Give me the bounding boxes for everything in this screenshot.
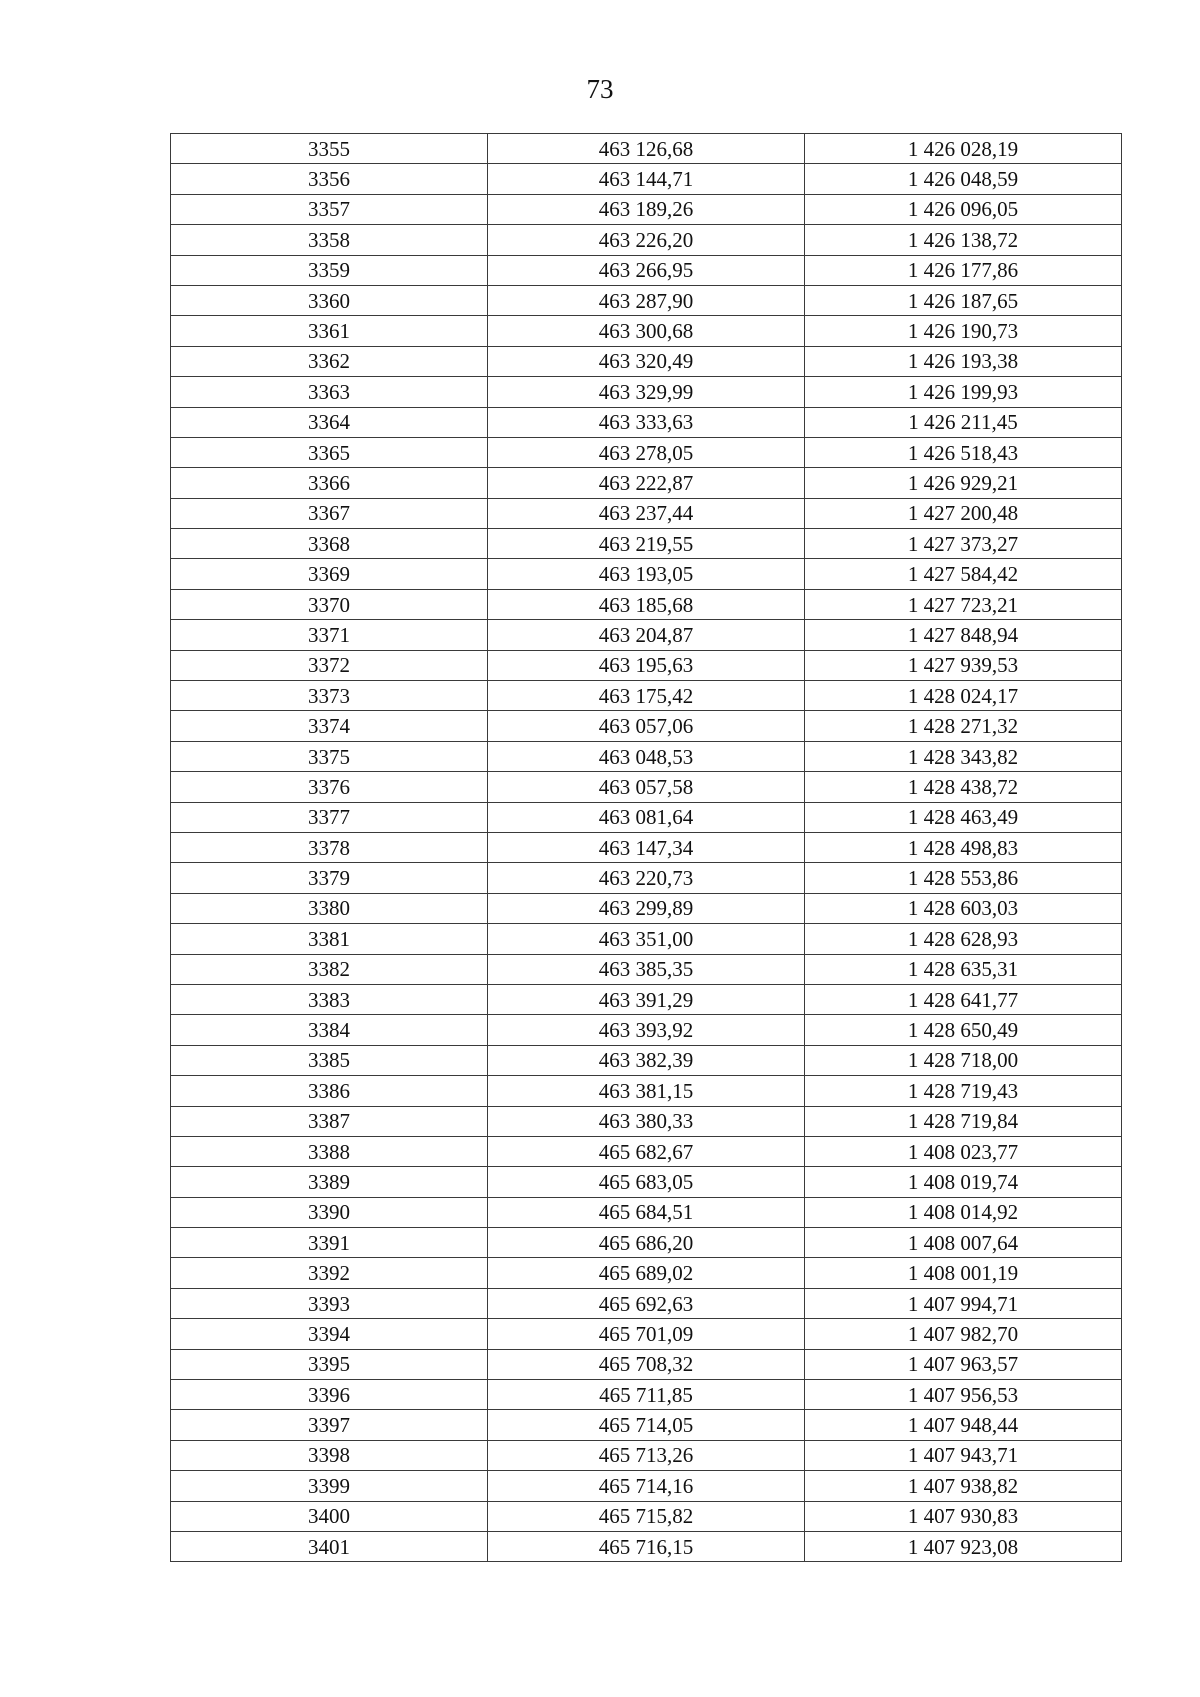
x-coordinate-cell: 463 391,29 — [488, 984, 805, 1014]
table-row — [171, 1440, 1122, 1470]
point-number-cell: 3384 — [171, 1015, 488, 1045]
y-coordinate-cell: 1 407 938,82 — [805, 1471, 1122, 1501]
y-coordinate-cell: 1 426 048,59 — [805, 164, 1122, 194]
table-row — [171, 468, 1122, 498]
point-number-cell: 3356 — [171, 164, 488, 194]
table-row — [171, 1531, 1122, 1561]
point-number-cell: 3374 — [171, 711, 488, 741]
x-coordinate-cell: 463 185,68 — [488, 589, 805, 619]
table-row — [171, 1471, 1122, 1501]
y-coordinate-cell: 1 407 963,57 — [805, 1349, 1122, 1379]
table-row — [171, 802, 1122, 832]
table-row — [171, 529, 1122, 559]
table-row — [171, 711, 1122, 741]
point-number-cell: 3383 — [171, 984, 488, 1014]
x-coordinate-cell: 463 057,06 — [488, 711, 805, 741]
x-coordinate-cell: 463 195,63 — [488, 650, 805, 680]
y-coordinate-cell: 1 427 584,42 — [805, 559, 1122, 589]
point-number-cell: 3371 — [171, 620, 488, 650]
point-number-cell: 3360 — [171, 285, 488, 315]
table-row — [171, 1288, 1122, 1318]
table-row — [171, 498, 1122, 528]
x-coordinate-cell: 463 351,00 — [488, 924, 805, 954]
y-coordinate-cell: 1 426 518,43 — [805, 437, 1122, 467]
table-row — [171, 1349, 1122, 1379]
table-row — [171, 194, 1122, 224]
y-coordinate-cell: 1 428 718,00 — [805, 1045, 1122, 1075]
page-number: 73 — [586, 74, 614, 104]
x-coordinate-cell: 465 689,02 — [488, 1258, 805, 1288]
x-coordinate-cell: 463 382,39 — [488, 1045, 805, 1075]
y-coordinate-cell: 1 428 463,49 — [805, 802, 1122, 832]
table-row — [171, 1076, 1122, 1106]
x-coordinate-cell: 465 684,51 — [488, 1197, 805, 1227]
y-coordinate-cell: 1 408 001,19 — [805, 1258, 1122, 1288]
x-coordinate-cell: 463 320,49 — [488, 346, 805, 376]
point-number-cell: 3393 — [171, 1288, 488, 1318]
y-coordinate-cell: 1 408 014,92 — [805, 1197, 1122, 1227]
x-coordinate-cell: 463 126,68 — [488, 134, 805, 164]
x-coordinate-cell: 463 204,87 — [488, 620, 805, 650]
point-number-cell: 3378 — [171, 832, 488, 862]
y-coordinate-cell: 1 426 211,45 — [805, 407, 1122, 437]
table-row — [171, 1319, 1122, 1349]
point-number-cell: 3390 — [171, 1197, 488, 1227]
point-number-cell: 3365 — [171, 437, 488, 467]
table-row — [171, 832, 1122, 862]
table-row — [171, 1106, 1122, 1136]
point-number-cell: 3362 — [171, 346, 488, 376]
x-coordinate-cell: 465 714,05 — [488, 1410, 805, 1440]
x-coordinate-cell: 463 048,53 — [488, 741, 805, 771]
y-coordinate-cell: 1 407 943,71 — [805, 1440, 1122, 1470]
point-number-cell: 3386 — [171, 1076, 488, 1106]
table-row — [171, 589, 1122, 619]
x-coordinate-cell: 465 713,26 — [488, 1440, 805, 1470]
point-number-cell: 3363 — [171, 377, 488, 407]
y-coordinate-cell: 1 428 024,17 — [805, 681, 1122, 711]
y-coordinate-cell: 1 426 193,38 — [805, 346, 1122, 376]
y-coordinate-cell: 1 427 848,94 — [805, 620, 1122, 650]
table-row — [171, 285, 1122, 315]
x-coordinate-cell: 463 385,35 — [488, 954, 805, 984]
point-number-cell: 3379 — [171, 863, 488, 893]
table-row — [171, 1410, 1122, 1440]
x-coordinate-cell: 463 057,58 — [488, 772, 805, 802]
point-number-cell: 3368 — [171, 529, 488, 559]
table-row — [171, 346, 1122, 376]
point-number-cell: 3372 — [171, 650, 488, 680]
y-coordinate-cell: 1 428 719,43 — [805, 1076, 1122, 1106]
y-coordinate-cell: 1 428 553,86 — [805, 863, 1122, 893]
table-row — [171, 134, 1122, 164]
table-row — [171, 1167, 1122, 1197]
x-coordinate-cell: 463 299,89 — [488, 893, 805, 923]
x-coordinate-cell: 465 682,67 — [488, 1136, 805, 1166]
x-coordinate-cell: 465 683,05 — [488, 1167, 805, 1197]
table-row — [171, 255, 1122, 285]
point-number-cell: 3396 — [171, 1380, 488, 1410]
point-number-cell: 3382 — [171, 954, 488, 984]
table-row — [171, 559, 1122, 589]
y-coordinate-cell: 1 427 939,53 — [805, 650, 1122, 680]
table-row — [171, 1228, 1122, 1258]
y-coordinate-cell: 1 428 628,93 — [805, 924, 1122, 954]
x-coordinate-cell: 463 189,26 — [488, 194, 805, 224]
y-coordinate-cell: 1 428 641,77 — [805, 984, 1122, 1014]
y-coordinate-cell: 1 426 190,73 — [805, 316, 1122, 346]
y-coordinate-cell: 1 428 719,84 — [805, 1106, 1122, 1136]
point-number-cell: 3367 — [171, 498, 488, 528]
y-coordinate-cell: 1 408 023,77 — [805, 1136, 1122, 1166]
coordinates-table-body — [171, 134, 1122, 1562]
table-row — [171, 893, 1122, 923]
x-coordinate-cell: 465 686,20 — [488, 1228, 805, 1258]
point-number-cell: 3361 — [171, 316, 488, 346]
point-number-cell: 3395 — [171, 1349, 488, 1379]
point-number-cell: 3399 — [171, 1471, 488, 1501]
x-coordinate-cell: 463 144,71 — [488, 164, 805, 194]
point-number-cell: 3394 — [171, 1319, 488, 1349]
x-coordinate-cell: 463 393,92 — [488, 1015, 805, 1045]
point-number-cell: 3385 — [171, 1045, 488, 1075]
table-row — [171, 863, 1122, 893]
point-number-cell: 3359 — [171, 255, 488, 285]
x-coordinate-cell: 463 222,87 — [488, 468, 805, 498]
y-coordinate-cell: 1 426 138,72 — [805, 225, 1122, 255]
x-coordinate-cell: 463 278,05 — [488, 437, 805, 467]
point-number-cell: 3380 — [171, 893, 488, 923]
table-row — [171, 681, 1122, 711]
point-number-cell: 3392 — [171, 1258, 488, 1288]
point-number-cell: 3401 — [171, 1531, 488, 1561]
table-row — [171, 1136, 1122, 1166]
point-number-cell: 3370 — [171, 589, 488, 619]
y-coordinate-cell: 1 407 982,70 — [805, 1319, 1122, 1349]
y-coordinate-cell: 1 428 603,03 — [805, 893, 1122, 923]
point-number-cell: 3369 — [171, 559, 488, 589]
table-row — [171, 1380, 1122, 1410]
x-coordinate-cell: 465 715,82 — [488, 1501, 805, 1531]
y-coordinate-cell: 1 427 200,48 — [805, 498, 1122, 528]
table-row — [171, 1501, 1122, 1531]
y-coordinate-cell: 1 428 343,82 — [805, 741, 1122, 771]
point-number-cell: 3391 — [171, 1228, 488, 1258]
y-coordinate-cell: 1 407 994,71 — [805, 1288, 1122, 1318]
point-number-cell: 3358 — [171, 225, 488, 255]
x-coordinate-cell: 463 329,99 — [488, 377, 805, 407]
table-row — [171, 650, 1122, 680]
x-coordinate-cell: 465 708,32 — [488, 1349, 805, 1379]
table-row — [171, 437, 1122, 467]
y-coordinate-cell: 1 426 096,05 — [805, 194, 1122, 224]
x-coordinate-cell: 463 381,15 — [488, 1076, 805, 1106]
x-coordinate-cell: 463 300,68 — [488, 316, 805, 346]
table-row — [171, 984, 1122, 1014]
point-number-cell: 3366 — [171, 468, 488, 498]
table-row — [171, 924, 1122, 954]
y-coordinate-cell: 1 407 923,08 — [805, 1531, 1122, 1561]
y-coordinate-cell: 1 408 019,74 — [805, 1167, 1122, 1197]
y-coordinate-cell: 1 426 929,21 — [805, 468, 1122, 498]
y-coordinate-cell: 1 408 007,64 — [805, 1228, 1122, 1258]
x-coordinate-cell: 465 716,15 — [488, 1531, 805, 1561]
table-row — [171, 316, 1122, 346]
point-number-cell: 3388 — [171, 1136, 488, 1166]
y-coordinate-cell: 1 427 373,27 — [805, 529, 1122, 559]
x-coordinate-cell: 463 380,33 — [488, 1106, 805, 1136]
coordinates-table — [170, 133, 1122, 1562]
point-number-cell: 3377 — [171, 802, 488, 832]
x-coordinate-cell: 463 287,90 — [488, 285, 805, 315]
point-number-cell: 3400 — [171, 1501, 488, 1531]
point-number-cell: 3387 — [171, 1106, 488, 1136]
x-coordinate-cell: 463 147,34 — [488, 832, 805, 862]
x-coordinate-cell: 463 081,64 — [488, 802, 805, 832]
y-coordinate-cell: 1 407 956,53 — [805, 1380, 1122, 1410]
point-number-cell: 3375 — [171, 741, 488, 771]
point-number-cell: 3398 — [171, 1440, 488, 1470]
y-coordinate-cell: 1 426 028,19 — [805, 134, 1122, 164]
y-coordinate-cell: 1 428 498,83 — [805, 832, 1122, 862]
point-number-cell: 3389 — [171, 1167, 488, 1197]
table-row — [171, 1015, 1122, 1045]
x-coordinate-cell: 465 692,63 — [488, 1288, 805, 1318]
point-number-cell: 3373 — [171, 681, 488, 711]
table-row — [171, 954, 1122, 984]
x-coordinate-cell: 463 237,44 — [488, 498, 805, 528]
point-number-cell: 3381 — [171, 924, 488, 954]
point-number-cell: 3364 — [171, 407, 488, 437]
table-row — [171, 1197, 1122, 1227]
table-row — [171, 164, 1122, 194]
y-coordinate-cell: 1 407 930,83 — [805, 1501, 1122, 1531]
x-coordinate-cell: 463 193,05 — [488, 559, 805, 589]
x-coordinate-cell: 465 714,16 — [488, 1471, 805, 1501]
x-coordinate-cell: 463 220,73 — [488, 863, 805, 893]
y-coordinate-cell: 1 428 271,32 — [805, 711, 1122, 741]
table-row — [171, 1258, 1122, 1288]
table-row — [171, 741, 1122, 771]
point-number-cell: 3357 — [171, 194, 488, 224]
table-row — [171, 620, 1122, 650]
y-coordinate-cell: 1 428 438,72 — [805, 772, 1122, 802]
table-row — [171, 772, 1122, 802]
y-coordinate-cell: 1 407 948,44 — [805, 1410, 1122, 1440]
table-row — [171, 407, 1122, 437]
table-row — [171, 1045, 1122, 1075]
x-coordinate-cell: 465 711,85 — [488, 1380, 805, 1410]
table-row — [171, 377, 1122, 407]
x-coordinate-cell: 463 226,20 — [488, 225, 805, 255]
x-coordinate-cell: 465 701,09 — [488, 1319, 805, 1349]
y-coordinate-cell: 1 427 723,21 — [805, 589, 1122, 619]
point-number-cell: 3355 — [171, 134, 488, 164]
point-number-cell: 3376 — [171, 772, 488, 802]
x-coordinate-cell: 463 266,95 — [488, 255, 805, 285]
x-coordinate-cell: 463 219,55 — [488, 529, 805, 559]
point-number-cell: 3397 — [171, 1410, 488, 1440]
y-coordinate-cell: 1 426 199,93 — [805, 377, 1122, 407]
y-coordinate-cell: 1 428 635,31 — [805, 954, 1122, 984]
y-coordinate-cell: 1 428 650,49 — [805, 1015, 1122, 1045]
x-coordinate-cell: 463 175,42 — [488, 681, 805, 711]
y-coordinate-cell: 1 426 187,65 — [805, 285, 1122, 315]
table-row — [171, 225, 1122, 255]
x-coordinate-cell: 463 333,63 — [488, 407, 805, 437]
y-coordinate-cell: 1 426 177,86 — [805, 255, 1122, 285]
